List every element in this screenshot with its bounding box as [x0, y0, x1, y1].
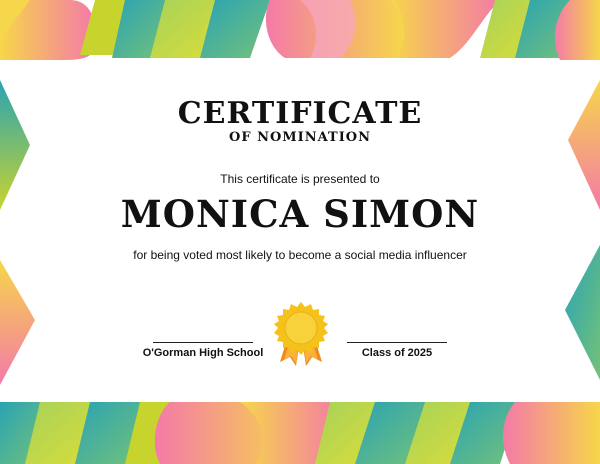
- certificate-title: CERTIFICATE: [177, 96, 423, 131]
- left-signature-line: [153, 342, 253, 343]
- presented-text: This certificate is presented to: [220, 172, 380, 186]
- right-signature-label: Class of 2025: [361, 347, 433, 359]
- certificate-subtitle: OF NOMINATION: [229, 130, 371, 145]
- recipient-name: MONICA SIMON: [120, 192, 480, 236]
- left-signature-label: O'Gorman High School: [142, 347, 264, 359]
- right-signature-line: [347, 342, 447, 343]
- award-seal-icon: [266, 300, 336, 370]
- reason-text: for being voted most likely to become a social media influencer: [133, 248, 467, 262]
